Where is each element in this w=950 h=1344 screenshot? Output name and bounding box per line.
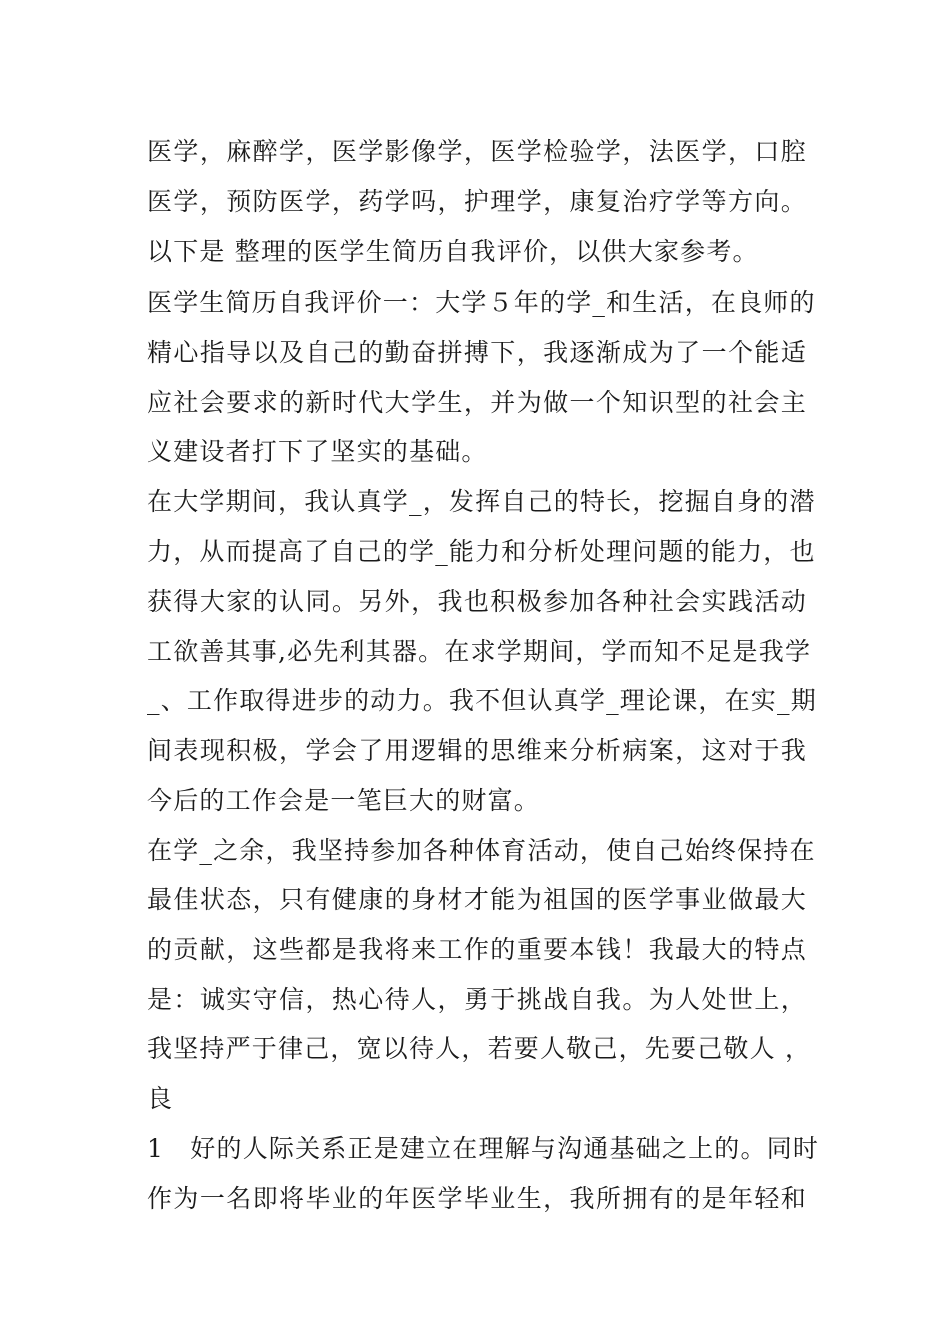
text-line: 最佳状态，只有健康的身材才能为祖国的医学事业做最大	[147, 885, 807, 914]
text-line: 作为一名即将毕业的年医学毕业生，我所拥有的是年轻和	[147, 1184, 807, 1213]
text-line: 的贡献，这些都是我将来工作的重要本钱！我最大的特点	[147, 935, 807, 964]
text-line: 是：诚实守信，热心待人，勇于挑战自我。为人处世上，	[147, 985, 807, 1014]
text-line: 精心指导以及自己的勤奋拼搏下，我逐渐成为了一个能适	[147, 338, 807, 367]
text-line: 在大学期间，我认真学_，发挥自己的特长，挖掘自身的潜	[147, 487, 816, 516]
text-line: 间表现积极，学会了用逻辑的思维来分析病案，这对于我	[147, 736, 807, 765]
text-line: 今后的工作会是一笔巨大的财富。	[147, 786, 541, 815]
text-line: _、工作取得进步的动力。我不但认真学_理论课，在实_期	[147, 686, 817, 715]
text-line: 医学，麻醉学，医学影像学，医学检验学，法医学，口腔	[147, 137, 807, 166]
text-line: 我坚持严于律己，宽以待人，若要人敬己，先要己敬人 ，	[147, 1034, 812, 1063]
text-line: 医学，预防医学，药学吗，护理学，康复治疗学等方向。	[147, 187, 807, 216]
text-line: 1 好的人际关系正是建立在理解与沟通基础之上的。同时	[147, 1134, 820, 1163]
text-line: 以下是 整理的医学生简历自我评价，以供大家参考。	[147, 237, 759, 266]
text-line: 医学生简历自我评价一：大学５年的学_和生活，在良师的	[147, 288, 816, 317]
text-line: 义建设者打下了坚实的基础。	[147, 437, 488, 466]
text-line: 获得大家的认同。另外，我也积极参加各种社会实践活动	[147, 587, 807, 616]
text-line: 工欲善其事,必先利其器。在求学期间，学而知不足是我学	[147, 637, 812, 666]
text-line: 良	[147, 1084, 174, 1113]
text-line: 在学_之余，我坚持参加各种体育活动，使自己始终保持在	[147, 836, 816, 865]
text-line: 力，从而提高了自己的学_能力和分析处理问题的能力，也	[147, 537, 816, 566]
text-line: 应社会要求的新时代大学生，并为做一个知识型的社会主	[147, 388, 807, 417]
